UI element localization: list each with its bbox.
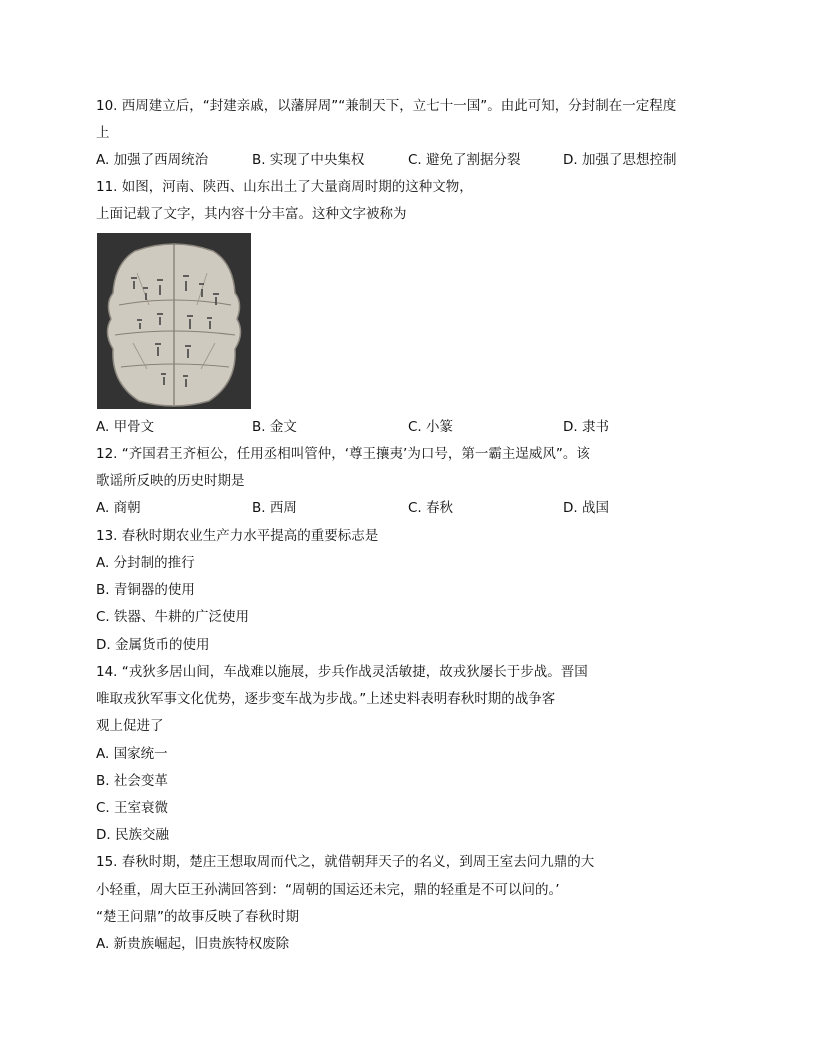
q11-option-b: B. 金文 [252,419,297,435]
q11-option-d: D. 隶书 [563,419,609,435]
q12-option-a: A. 商朝 [96,500,141,516]
q13-option-b: B. 青铜器的使用 [96,582,195,598]
q11-stem-line1: 11. 如图，河南、陕西、山东出土了大量商周时期的这种文物， [96,179,473,195]
q15-stem-line2: 小轻重，周大臣王孙满回答到：“周朝的国运还未完，鼎的轻重是不可以问的。’ [96,882,560,898]
q15-stem-line1: 15. 春秋时期，楚庄王想取周而代之，就借朝拜天子的名义，到周王室去问九鼎的大 [96,854,595,870]
q13-option-c: C. 铁器、牛耕的广泛使用 [96,609,250,625]
q10-stem-line2: 上 [96,125,110,141]
q14-stem-line1: 14. “戎狄多居山间，车战难以施展，步兵作战灵活敏捷，故戎狄屡长于步战。晋国 [96,664,588,680]
q10-option-d: D. 加强了思想控制 [563,152,677,168]
q12-option-b: B. 西周 [252,500,297,516]
oracle-bone-image [97,233,251,409]
q15-option-a: A. 新贵族崛起，旧贵族特权废除 [96,936,290,952]
q14-option-d: D. 民族交融 [96,827,169,843]
q14-option-a: A. 国家统一 [96,746,168,762]
oracle-bone-turtle-shell-icon [97,233,251,409]
q15-stem-line3: “楚王问鼎”的故事反映了春秋时期 [96,909,299,925]
q10-option-c: C. 避免了割据分裂 [408,152,521,168]
q12-stem-line2: 歌谣所反映的历史时期是 [96,473,245,489]
q14-option-c: C. 王室衰微 [96,800,169,816]
q11-option-a: A. 甲骨文 [96,419,155,435]
q11-stem-line2: 上面记载了文字，其内容十分丰富。这种文字被称为 [96,206,407,222]
q10-option-a: A. 加强了西周统治 [96,152,209,168]
q14-stem-line2: 唯取戎狄军事文化优势，逐步变车战为步战。”上述史料表明春秋时期的战争客 [96,691,556,707]
q10-stem-line1: 10. 西周建立后，“封建亲戚，以藩屏周”“兼制天下，立七十一国”。由此可知，分封制在一定程度 [96,98,677,114]
q13-option-d: D. 金属货币的使用 [96,637,210,653]
q13-stem-line1: 13. 春秋时期农业生产力水平提高的重要标志是 [96,528,379,544]
q12-option-c: C. 春秋 [408,500,454,516]
q12-option-d: D. 战国 [563,500,609,516]
q14-option-b: B. 社会变革 [96,773,168,789]
q12-stem-line1: 12. “齐国君王齐桓公，任用丞相叫管仲，‘尊王攘夷’为口号，第一霸主逞威风”。该 [96,446,590,462]
q14-stem-line3: 观上促进了 [96,718,164,734]
q10-option-b: B. 实现了中央集权 [252,152,365,168]
q11-option-c: C. 小篆 [408,419,454,435]
q13-option-a: A. 分封制的推行 [96,555,195,571]
